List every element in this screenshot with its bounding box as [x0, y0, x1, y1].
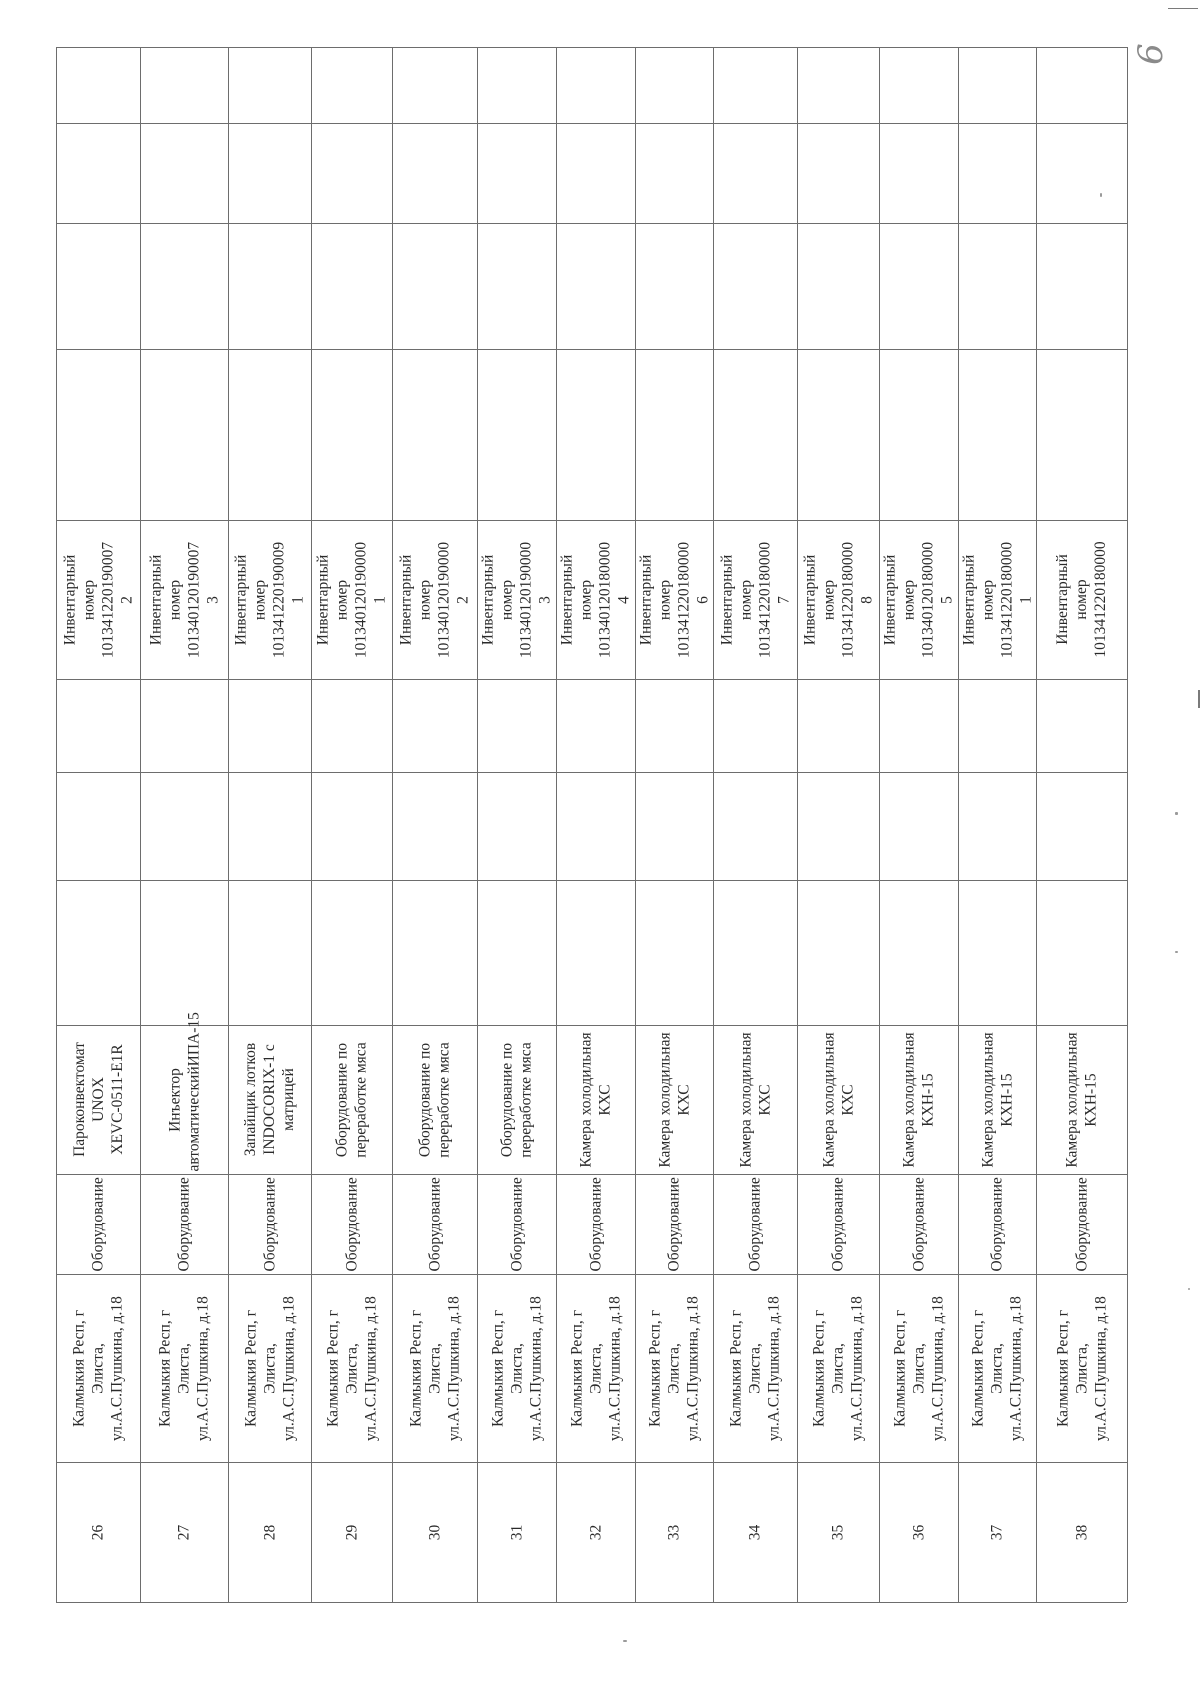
empty-cell	[228, 349, 311, 520]
asset-type-cell-text: Оборудование	[343, 1176, 360, 1271]
asset-name-cell	[1036, 1025, 1127, 1174]
empty-cell	[635, 349, 713, 520]
empty-cell	[56, 123, 140, 223]
inventory-number-cell-text: Инвентарный номер 101341220190007 2	[61, 541, 135, 658]
empty-cell	[311, 880, 392, 1025]
handwritten-page-number: 6	[1130, 43, 1171, 65]
asset-type-cell-text: Оборудование	[665, 1176, 683, 1271]
empty-cell	[879, 349, 958, 520]
address-cell	[140, 1274, 228, 1462]
inventory-number-cell	[140, 520, 228, 679]
asset-type-cell	[556, 1174, 635, 1274]
asset-type-cell-text: Оборудование	[1073, 1176, 1090, 1271]
scan-edge-mark	[1168, 8, 1198, 9]
address-cell	[1036, 1274, 1127, 1462]
empty-cell	[879, 880, 958, 1025]
empty-cell	[635, 123, 713, 223]
asset-type-cell	[56, 1174, 140, 1274]
address-cell	[56, 1274, 140, 1462]
asset-name-cell-text: Камера холодильная КХН-15	[979, 1031, 1015, 1168]
address-cell-text: Калмыкия Респ, г Элиста, ул.А.С.Пушкина, д.18	[568, 1295, 623, 1441]
asset-type-cell	[879, 1174, 958, 1274]
inventory-number-cell-text: Инвентарный номер 101340120180000 4	[558, 541, 633, 658]
asset-type-cell	[228, 1174, 311, 1274]
row-number-cell	[635, 1462, 713, 1602]
empty-cell	[556, 880, 635, 1025]
empty-cell	[140, 772, 228, 880]
empty-cell	[556, 123, 635, 223]
empty-cell	[713, 772, 797, 880]
empty-cell	[713, 349, 797, 520]
empty-cell	[228, 123, 311, 223]
inventory-number-cell	[797, 520, 879, 679]
inventory-number-cell	[635, 520, 713, 679]
empty-cell	[477, 772, 556, 880]
inventory-number-cell	[311, 520, 392, 679]
row-number-cell-text: 36	[910, 1524, 927, 1540]
empty-cell	[797, 223, 879, 349]
asset-name-cell-text: Камера холодильная КХН-15	[900, 1031, 937, 1168]
row-number-cell	[879, 1462, 958, 1602]
asset-name-cell-text: Оборудование по переработке мяса	[416, 1041, 453, 1158]
empty-cell	[958, 223, 1036, 349]
empty-cell	[311, 223, 392, 349]
empty-cell	[635, 47, 713, 123]
empty-cell	[140, 223, 228, 349]
address-cell	[392, 1274, 477, 1462]
row-number-cell-text: 34	[746, 1524, 764, 1540]
empty-cell	[392, 223, 477, 349]
empty-cell	[56, 349, 140, 520]
inventory-number-cell-text: Инвентарный номер 101341220180000 1	[960, 541, 1034, 658]
empty-cell	[713, 123, 797, 223]
empty-cell	[556, 349, 635, 520]
empty-cell	[311, 349, 392, 520]
empty-cell	[797, 772, 879, 880]
row-number-cell	[311, 1462, 392, 1602]
inventory-number-cell-text: Инвентарный номер 101340120190000 3	[479, 541, 554, 658]
empty-cell	[311, 772, 392, 880]
row-number-cell	[56, 1462, 140, 1602]
empty-cell	[958, 880, 1036, 1025]
asset-name-cell	[56, 1025, 140, 1174]
asset-type-cell	[713, 1174, 797, 1274]
address-cell-text: Калмыкия Респ, г Элиста, ул.А.С.Пушкина, д.18	[407, 1295, 462, 1441]
row-number-cell-text: 28	[261, 1524, 278, 1540]
asset-name-cell	[140, 1011, 228, 1174]
asset-type-cell	[140, 1174, 228, 1274]
asset-type-cell	[635, 1174, 713, 1274]
row-number-cell-text: 31	[508, 1524, 525, 1540]
empty-cell	[477, 47, 556, 123]
inventory-number-cell	[56, 520, 140, 679]
empty-cell	[958, 679, 1036, 772]
asset-name-cell-text: Камера холодильная КХС	[737, 1031, 773, 1168]
scan-speck	[623, 1640, 627, 1642]
empty-cell	[797, 349, 879, 520]
empty-cell	[556, 223, 635, 349]
asset-name-cell	[477, 1025, 556, 1174]
row-number-cell-text: 33	[665, 1524, 683, 1540]
asset-name-cell-text: Оборудование по переработке мяса	[498, 1041, 535, 1158]
address-cell-text: Калмыкия Респ, г Элиста, ул.А.С.Пушкина, д.18	[1054, 1295, 1109, 1441]
address-cell	[958, 1274, 1036, 1462]
table-column-border	[56, 1602, 1127, 1603]
address-cell-text: Калмыкия Респ, г Элиста, ул.А.С.Пушкина, д.18	[810, 1295, 866, 1441]
inventory-number-cell-text: Инвентарный номер 101341220180000 7	[718, 541, 792, 658]
empty-cell	[635, 772, 713, 880]
address-cell	[311, 1274, 392, 1462]
row-number-cell-text: 26	[89, 1524, 107, 1540]
inventory-number-cell	[713, 520, 797, 679]
asset-name-cell-text: Камера холодильная КХС	[656, 1031, 692, 1168]
address-cell-text: Калмыкия Респ, г Элиста, ул.А.С.Пушкина, д.18	[70, 1295, 126, 1441]
empty-cell	[635, 223, 713, 349]
row-number-cell-text: 27	[175, 1524, 193, 1540]
empty-cell	[477, 679, 556, 772]
row-number-cell-text: 35	[829, 1524, 847, 1540]
row-number-cell	[477, 1462, 556, 1602]
empty-cell	[879, 47, 958, 123]
asset-name-cell	[713, 1025, 797, 1174]
empty-cell	[1036, 123, 1127, 223]
row-number-cell	[140, 1462, 228, 1602]
row-number-cell-text: 29	[343, 1524, 360, 1540]
empty-cell	[228, 47, 311, 123]
empty-cell	[392, 772, 477, 880]
asset-type-cell	[311, 1174, 392, 1274]
empty-cell	[713, 880, 797, 1025]
empty-cell	[311, 47, 392, 123]
asset-type-cell-text: Оборудование	[587, 1176, 604, 1271]
inventory-number-cell	[556, 520, 635, 679]
address-cell	[797, 1274, 879, 1462]
empty-cell	[56, 679, 140, 772]
empty-cell	[477, 349, 556, 520]
scan-speck	[1175, 812, 1178, 815]
empty-cell	[140, 349, 228, 520]
asset-type-cell-text: Оборудование	[89, 1176, 107, 1271]
empty-cell	[556, 47, 635, 123]
asset-type-cell-text: Оборудование	[175, 1176, 193, 1271]
asset-type-cell-text: Оборудование	[910, 1176, 927, 1271]
address-cell-text: Калмыкия Респ, г Элиста, ул.А.С.Пушкина, д.18	[156, 1295, 212, 1441]
empty-cell	[477, 880, 556, 1025]
empty-cell	[635, 880, 713, 1025]
empty-cell	[140, 123, 228, 223]
row-number-cell	[797, 1462, 879, 1602]
asset-name-cell	[879, 1025, 958, 1174]
empty-cell	[56, 223, 140, 349]
inventory-number-cell-text: Инвентарный номер 101340120180000 5	[881, 541, 956, 658]
empty-cell	[1036, 772, 1127, 880]
empty-cell	[879, 223, 958, 349]
empty-cell	[56, 772, 140, 880]
asset-name-cell-text: Камера холодильная КХН-15	[1063, 1031, 1100, 1168]
table-row-border	[1127, 47, 1128, 1602]
row-number-cell-text: 38	[1073, 1524, 1090, 1540]
row-number-cell	[713, 1462, 797, 1602]
asset-name-cell	[635, 1025, 713, 1174]
scan-speck	[1100, 193, 1102, 197]
empty-cell	[228, 880, 311, 1025]
empty-cell	[392, 123, 477, 223]
asset-type-cell-text: Оборудование	[988, 1176, 1006, 1271]
empty-cell	[477, 123, 556, 223]
asset-type-cell-text: Оборудование	[746, 1176, 764, 1271]
empty-cell	[797, 880, 879, 1025]
empty-cell	[140, 880, 228, 1025]
row-number-cell	[1036, 1462, 1127, 1602]
inventory-number-cell-text: Инвентарный номер 101340120190000 2	[397, 541, 472, 658]
asset-type-cell	[958, 1174, 1036, 1274]
asset-name-cell-text: Оборудование по переработке мяса	[333, 1041, 370, 1158]
row-number-cell	[958, 1462, 1036, 1602]
address-cell	[556, 1274, 635, 1462]
empty-cell	[713, 679, 797, 772]
row-number-cell	[392, 1462, 477, 1602]
empty-cell	[56, 880, 140, 1025]
empty-cell	[879, 679, 958, 772]
asset-type-cell-text: Оборудование	[508, 1176, 525, 1271]
row-number-cell-text: 32	[587, 1524, 604, 1540]
empty-cell	[228, 679, 311, 772]
inventory-number-cell	[958, 520, 1036, 679]
asset-name-cell	[392, 1025, 477, 1174]
address-cell-text: Калмыкия Респ, г Элиста, ул.А.С.Пушкина, д.18	[242, 1295, 297, 1441]
empty-cell	[228, 772, 311, 880]
empty-cell	[477, 223, 556, 349]
asset-type-cell	[1036, 1174, 1127, 1274]
inventory-number-cell-text: Инвентарный номер 101340120190000 1	[314, 541, 389, 658]
scan-speck	[1188, 1288, 1190, 1290]
empty-cell	[797, 47, 879, 123]
empty-cell	[311, 123, 392, 223]
empty-cell	[958, 349, 1036, 520]
address-cell-text: Калмыкия Респ, г Элиста, ул.А.С.Пушкина, д.18	[324, 1295, 379, 1441]
inventory-number-cell	[392, 520, 477, 679]
inventory-number-cell	[879, 520, 958, 679]
empty-cell	[958, 123, 1036, 223]
empty-cell	[1036, 679, 1127, 772]
empty-cell	[140, 47, 228, 123]
empty-cell	[797, 679, 879, 772]
row-number-cell	[556, 1462, 635, 1602]
address-cell-text: Калмыкия Респ, г Элиста, ул.А.С.Пушкина, д.18	[489, 1295, 544, 1441]
address-cell	[879, 1274, 958, 1462]
empty-cell	[228, 223, 311, 349]
empty-cell	[879, 123, 958, 223]
empty-cell	[392, 679, 477, 772]
asset-type-cell	[392, 1174, 477, 1274]
asset-type-cell	[797, 1174, 879, 1274]
asset-name-cell	[556, 1025, 635, 1174]
empty-cell	[879, 772, 958, 880]
inventory-number-cell-text: Инвентарный номер 101341220180000 8	[801, 541, 875, 658]
asset-name-cell-text: Камера холодильная КХС	[577, 1031, 614, 1168]
inventory-number-cell-text: Инвентарный номер 101341220180000	[1054, 541, 1109, 658]
empty-cell	[56, 47, 140, 123]
empty-cell	[958, 772, 1036, 880]
row-number-cell-text: 30	[426, 1524, 443, 1540]
empty-cell	[392, 349, 477, 520]
asset-name-cell-text: Запайщик лотков INDOCORIX-1 с матрицей	[242, 1042, 297, 1157]
address-cell	[635, 1274, 713, 1462]
inventory-number-cell	[228, 520, 311, 679]
asset-type-cell-text: Оборудование	[426, 1176, 443, 1271]
empty-cell	[635, 679, 713, 772]
address-cell-text: Калмыкия Респ, г Элиста, ул.А.С.Пушкина, д.18	[891, 1295, 946, 1441]
empty-cell	[1036, 47, 1127, 123]
scan-speck	[1175, 951, 1178, 953]
empty-cell	[1036, 880, 1127, 1025]
empty-cell	[140, 679, 228, 772]
address-cell-text: Калмыкия Респ, г Элиста, ул.А.С.Пушкина, д.18	[727, 1295, 783, 1441]
asset-name-cell	[958, 1025, 1036, 1174]
empty-cell	[713, 223, 797, 349]
empty-cell	[556, 772, 635, 880]
empty-cell	[1036, 223, 1127, 349]
empty-cell	[1036, 349, 1127, 520]
row-number-cell-text: 37	[988, 1524, 1006, 1540]
empty-cell	[797, 123, 879, 223]
empty-cell	[392, 47, 477, 123]
asset-name-cell-text: Камера холодильная КХС	[820, 1031, 856, 1168]
inventory-number-cell-text: Инвентарный номер 101341220180000 6	[637, 541, 711, 658]
empty-cell	[713, 47, 797, 123]
inventory-number-cell	[477, 520, 556, 679]
asset-name-cell-text: Инъектор автоматическийИПА-15	[166, 1011, 202, 1171]
address-cell	[477, 1274, 556, 1462]
empty-cell	[311, 679, 392, 772]
asset-type-cell	[477, 1174, 556, 1274]
asset-name-cell	[311, 1025, 392, 1174]
inventory-number-cell-text: Инвентарный номер 101341220190009 1	[232, 541, 307, 658]
address-cell	[713, 1274, 797, 1462]
asset-name-cell	[797, 1025, 879, 1174]
empty-cell	[556, 679, 635, 772]
address-cell-text: Калмыкия Респ, г Элиста, ул.А.С.Пушкина, д.18	[969, 1295, 1025, 1441]
inventory-number-cell-text: Инвентарный номер 101340120190007 3	[147, 541, 221, 658]
asset-name-cell-text: Пароконвектомат UNOX XEVC-0511-E1R	[70, 1042, 126, 1157]
address-cell	[228, 1274, 311, 1462]
asset-type-cell-text: Оборудование	[829, 1176, 847, 1271]
row-number-cell	[228, 1462, 311, 1602]
address-cell-text: Калмыкия Респ, г Элиста, ул.А.С.Пушкина, д.18	[646, 1295, 702, 1441]
asset-type-cell-text: Оборудование	[261, 1176, 278, 1271]
asset-name-cell	[228, 1025, 311, 1174]
inventory-number-cell	[1036, 520, 1127, 679]
empty-cell	[958, 47, 1036, 123]
empty-cell	[392, 880, 477, 1025]
